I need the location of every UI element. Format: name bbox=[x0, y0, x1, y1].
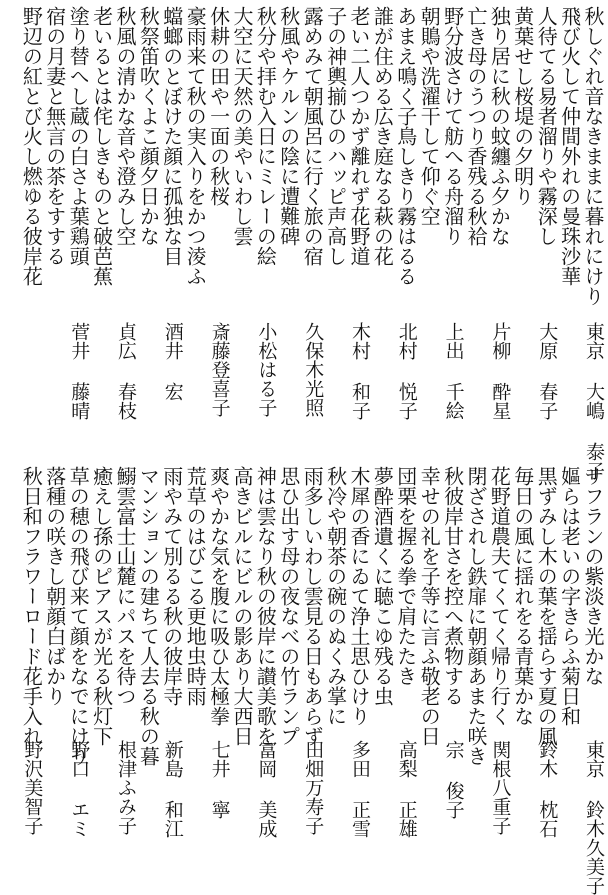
author-name: 大原 春子 bbox=[536, 322, 559, 420]
author-name: 酒井 宏 bbox=[161, 322, 184, 401]
haiku-line: 豪雨来て秋の実入りをかつ淩ふ bbox=[183, 6, 208, 286]
haiku-line: 夢酔酒遺くに聴こゆ残る虫 bbox=[370, 466, 395, 706]
author-name: 田畑万寿子 bbox=[302, 740, 325, 835]
author-name: 七井 寧 bbox=[208, 740, 231, 819]
author-name: 野沢美智子 bbox=[21, 740, 44, 835]
haiku-line: 大空に天然の美やいわし雲 bbox=[230, 6, 254, 246]
haiku-line: サフランの紫淡き光かな bbox=[581, 466, 605, 686]
haiku-line: あまえ鳴く子鳥しきり霧はるる bbox=[393, 6, 418, 286]
haiku-line: 雨多しいわし雲見る日もあらず bbox=[300, 466, 325, 746]
author-name: 野口 エミ bbox=[68, 740, 91, 838]
author-name: 新島 和江 bbox=[161, 740, 184, 838]
haiku-line: 高きビルにビルの影あり大西日 bbox=[230, 466, 254, 746]
haiku-line: 朝鵙や洗濯干して仰ぐ空 bbox=[417, 6, 442, 226]
haiku-line: 秋祭笛吹くよこ顔夕日かな bbox=[136, 6, 161, 246]
haiku-line: 黄葉せし桜堤の夕明り bbox=[510, 6, 535, 206]
haiku-line: 誰が住める広き庭なる萩の花 bbox=[370, 6, 395, 266]
haiku-line: 人待てる易者溜りや霧深し bbox=[534, 6, 559, 246]
haiku-line: 秋風の清かな音や澄みし空 bbox=[113, 6, 137, 246]
haiku-line: 秋風やケルンの陰に遭難碑 bbox=[276, 6, 301, 246]
haiku-line: 休耕の田や一面の秋桜 bbox=[206, 6, 231, 206]
haiku-line: 野分波さけて舫へる舟溜り bbox=[440, 6, 465, 246]
author-name: 北村 悦子 bbox=[395, 322, 418, 420]
haiku-line: 塗り替へし蔵の白さよ葉鶏頭 bbox=[66, 6, 91, 266]
haiku-line: 老いるとは侘しきものと破芭蕉 bbox=[89, 6, 114, 286]
author-name: 貞広 春枝 bbox=[115, 322, 137, 420]
author-name: 久保木光照 bbox=[302, 322, 325, 417]
haiku-line: 亡き母のうつり香残る秋袷 bbox=[464, 6, 488, 246]
author-name: 菅井 藤晴 bbox=[68, 322, 91, 420]
haiku-line: 秋冷や朝茶の碗のぬくみ掌に bbox=[323, 466, 348, 726]
haiku-line: 落種の咲きし朝顔白ばかり bbox=[42, 466, 67, 706]
haiku-line: 蟷螂のとぼけた顔に孤独な目 bbox=[159, 6, 184, 266]
haiku-line: 宿の月妻と無言の茶をすする bbox=[42, 6, 67, 266]
haiku-line: 神は雲なり秋の彼岸に讃美歌を bbox=[253, 466, 278, 746]
haiku-line: 草の穂の飛び来て顔をなでにけり bbox=[66, 466, 91, 766]
haiku-line: 思ひ出す母の夜なべの竹ランプ bbox=[276, 466, 301, 746]
haiku-line: 閉ざされし鉄扉に朝顔あまた咲き bbox=[464, 466, 488, 766]
author-name: 東京 鈴木久美子 bbox=[583, 740, 605, 895]
haiku-line: 花野道農夫てくてく帰り行く bbox=[487, 466, 512, 726]
author-name: 宗 俊子 bbox=[442, 740, 465, 819]
haiku-line: 野辺の紅とび火し燃ゆる彼岸花 bbox=[19, 6, 44, 286]
haiku-line: 雨やみて別るる秋の彼岸寺 bbox=[159, 466, 184, 706]
haiku-line: 荒草のはびこる更地虫時雨 bbox=[183, 466, 208, 706]
author-name: 富岡 美成 bbox=[255, 740, 278, 838]
author-name: 関根八重子 bbox=[489, 740, 512, 835]
haiku-line: 木犀の香にゐて浄土思ひけり bbox=[347, 466, 371, 726]
haiku-line: 独り居に秋の蚊纏ふ夕かな bbox=[487, 6, 512, 246]
author-name: 東京 大嶋 泰子 bbox=[583, 322, 605, 480]
haiku-line: 露めみて朝風呂に行く旅の宿 bbox=[300, 6, 325, 266]
author-name: 上出 千絵 bbox=[442, 322, 465, 420]
author-name: 根津ふみ子 bbox=[115, 740, 137, 835]
haiku-line: 嫗らは老いの字きらふ菊日和 bbox=[557, 466, 582, 726]
author-name: 木村 和子 bbox=[349, 322, 371, 420]
haiku-line: マンションの建ちて人去る秋の暮 bbox=[136, 466, 161, 766]
haiku-line: 癒えし孫のピアスが光る秋灯下 bbox=[89, 466, 114, 746]
author-name: 斎藤登喜子 bbox=[208, 322, 231, 417]
haiku-line: 子の神輿揃ひのハッピ声高し bbox=[323, 6, 348, 266]
author-name: 片柳 酔星 bbox=[489, 322, 512, 420]
haiku-line: 毎日の風に揺れをる青葉かな bbox=[510, 466, 535, 726]
haiku-line: 秋しぐれ音なきままに暮れにけり bbox=[581, 6, 605, 306]
haiku-line: 秋彼岸甘さを控へ煮物する bbox=[440, 466, 465, 706]
author-name: 多田 正雪 bbox=[349, 740, 371, 838]
haiku-line: 鰯雲富士山麓にパスを待つ bbox=[113, 466, 137, 706]
author-name: 鈴木 枕石 bbox=[536, 740, 559, 838]
haiku-line: 幸せの礼を子等に言ふ敬老の日 bbox=[417, 466, 442, 746]
haiku-line: 秋分や拝む入日にミレーの絵 bbox=[253, 6, 278, 266]
haiku-line: 飛び火して仲間外れの曼珠沙華 bbox=[557, 6, 582, 286]
haiku-line: 老い二人つかず離れず花野道 bbox=[347, 6, 371, 266]
haiku-line: 団栗を握る拳で肩たたき bbox=[393, 466, 418, 686]
haiku-line: 黒ずみし木の葉を揺らす夏の風 bbox=[534, 466, 559, 746]
author-name: 高梨 正雄 bbox=[395, 740, 418, 838]
haiku-line: 爽やかな気を腹に吸ひ太極拳 bbox=[206, 466, 231, 726]
author-name: 小松はる子 bbox=[255, 322, 278, 417]
haiku-line: 秋日和フラワーロード花手入れ bbox=[19, 466, 44, 746]
